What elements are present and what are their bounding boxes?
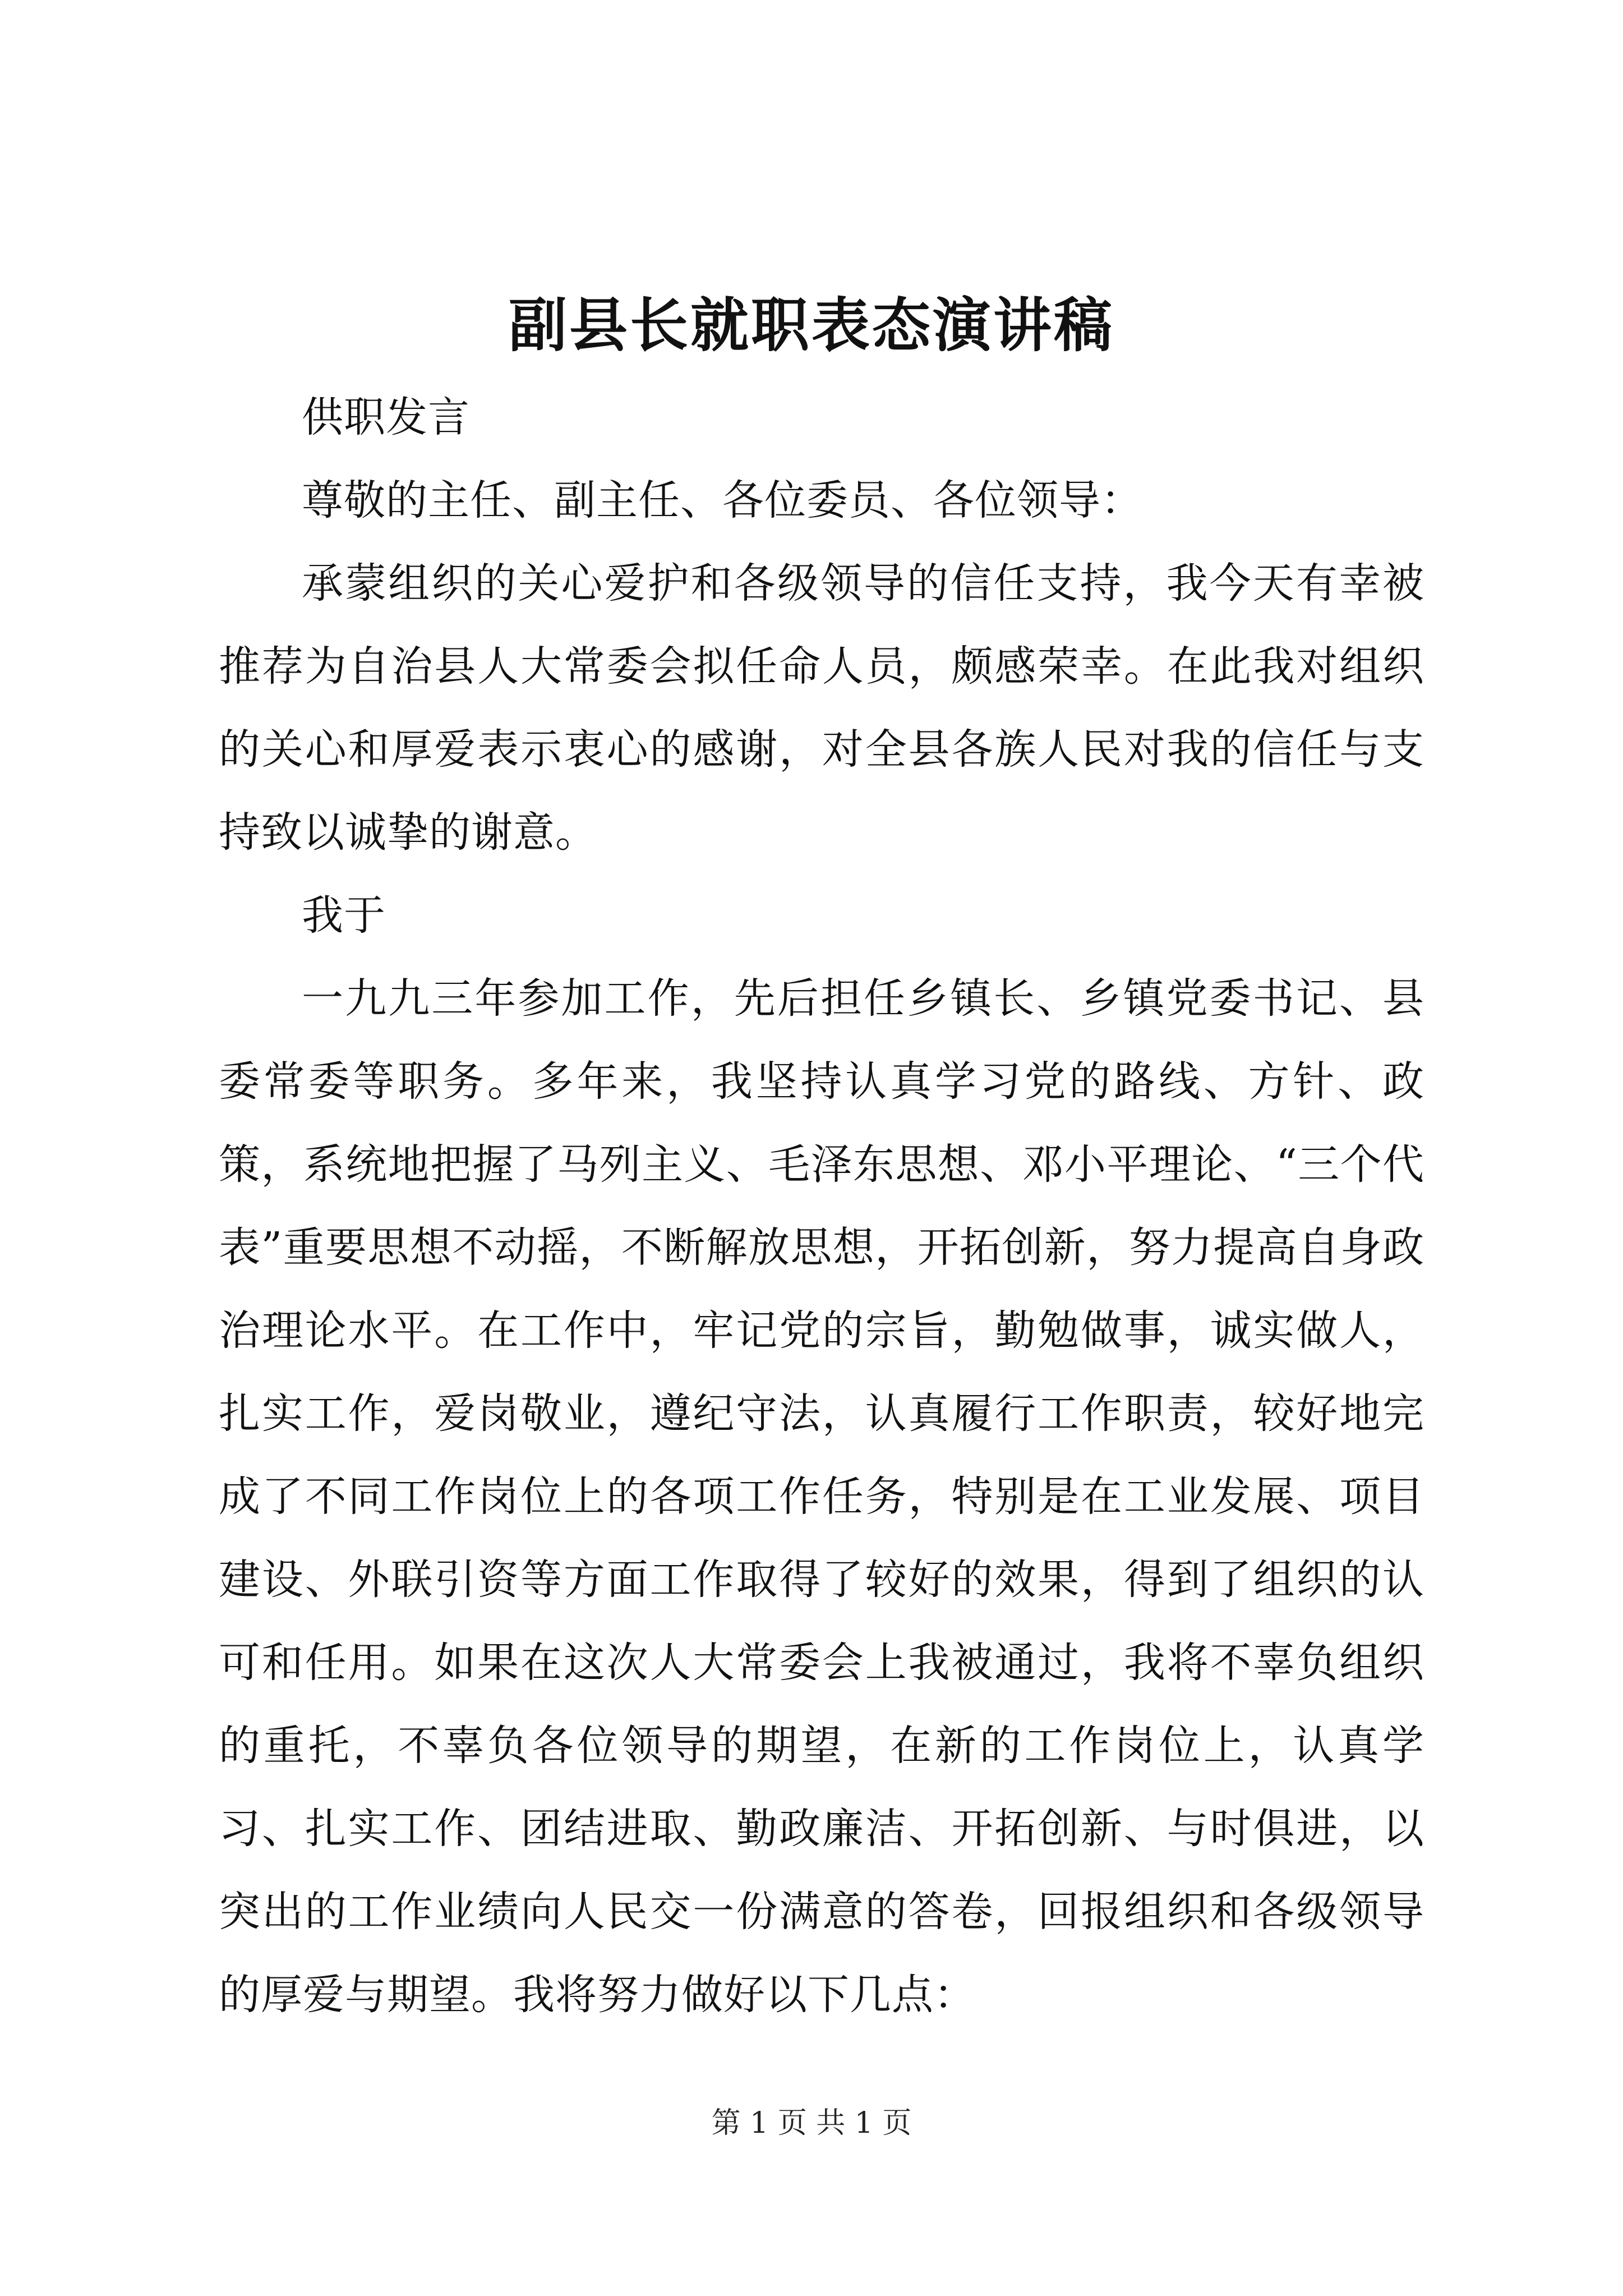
page-footer: 第 1 页 共 1 页 bbox=[711, 2106, 912, 2140]
section-heading: 供职发言 bbox=[302, 393, 470, 441]
document-title: 副县长就职表态演讲稿 bbox=[508, 291, 1114, 360]
paragraph-gratitude: 承蒙组织的关心爱护和各级领导的信任支持，我今天有幸被推荐为自治县人大常委会拟任命人员，颇感荣幸。在此我对组织的关心和厚爱表示衷心的感谢，对全县各族人民对我的信任与支持致以诚挚的谢意。 bbox=[219, 559, 1424, 857]
document-body bbox=[219, 376, 1424, 2036]
paragraph-fragment: 我于 bbox=[302, 891, 386, 940]
salutation: 尊敬的主任、副主任、各位委员、各位领导： bbox=[302, 476, 1143, 524]
paragraph-career: 一九九三年参加工作，先后担任乡镇长、乡镇党委书记、县委常委等职务。多年来，我坚持认真学习党的路线、方针、政策，系统地把握了马列主义、毛泽东思想、邓小平理论、“三个代表”重要思想不动摇，不断解放思想，开拓创新，努力提高自身政治理论水平。在工作中，牢记党的宗旨，勤勉做事，诚实做人，扎实工作，爱岗敬业，遵纪守法，认真履行工作职责，较好地完成了不同工作岗位上的各项工作任务，特别是在工业发展、项目建设、外联引资等方面工作取得了较好的效果，得到了组织的认可和任用。如果在这次人大常委会上我被通过，我将不辜负组织的重托，不辜负各位领导的期望，在新的工作岗位上，认真学习、扎实工作、团结进取、勤政廉洁、开拓创新、与时俱进，以突出的工作业绩向人民交一份满意的答卷，回报组织和各级领导的厚爱与期望。我将努力做好以下几点： bbox=[219, 974, 1424, 2019]
